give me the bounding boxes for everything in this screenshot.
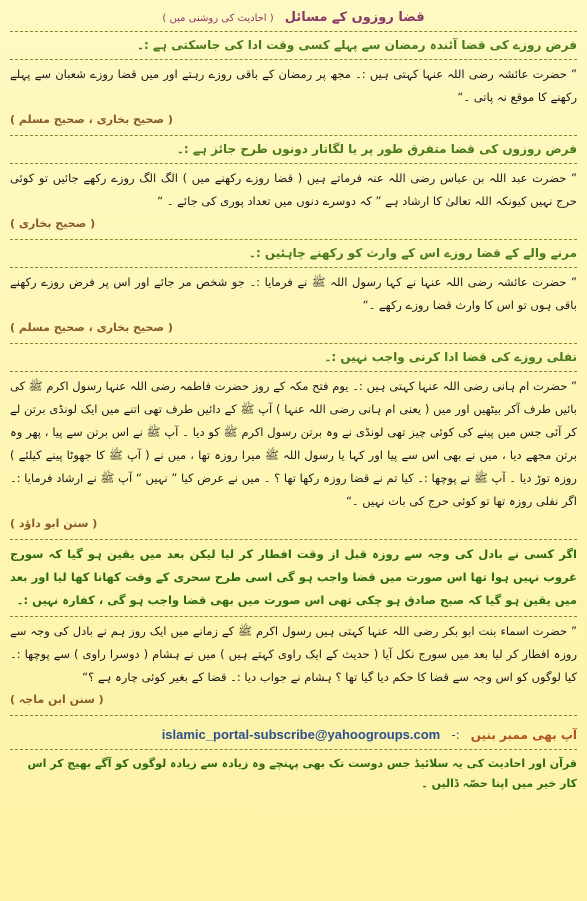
divider [10,163,577,164]
hadith-text: ” حضرت عائشہ رضی اللہ عنہا کہتی ہیں :۔ مجھ پر رمضان کے باقی روزے رہتے اور میں قضا روزے شعبان سے پہلے رکھنے کا موقع نہ پاتی ۔“ [10,67,577,104]
reference-row [10,687,577,711]
subscribe-row [10,724,577,745]
hadith-text: ” حضرت عبد اللہ بن عباس رضی اللہ عنہ فرماتے ہیں ( قضا روزے رکھنے میں ) الگ الگ روزے رکھے جائیں تو کوئی حرج نہیں کیونکہ اللہ تعالیٰ کا ارشاد ہے ” کہ دوسرے دنوں میں تعداد پوری کی جائے ۔ “ [10,171,577,208]
page-subtitle: ( احادیث کی روشنی میں ) [162,13,274,24]
divider [10,539,577,540]
title-row [10,6,577,25]
hadith-reference: ( صحیح بخاری ، صحیح مسلم ) [10,321,173,334]
subscribe-email-link[interactable]: islamic_portal-subscribe@yahoogroups.com [161,727,441,742]
hadith-text: ” حضرت اسماء بنت ابو بکر رضی اللہ عنہا کہتی ہیں رسول اکرم ﷺ کے زمانے میں ایک روز ہم نے بادل کی وجہ سے روزہ افطار کر لیا بعد میں سورج نکل آیا ( حدیث کے ایک راوی کہتے ہیں ) میں نے ہشام ( دوسرا راوی ) سے پوچھا :۔ کیا لوگوں کو اس وجہ سے قضا کا حکم دیا گیا تھا ؟ ہشام نے جواب دیا :۔ قضا کے بغیر کوئی چارہ ہے ؟“ [10,624,577,684]
reference-row [10,511,577,535]
hadith-reference: ( صحیح بخاری ، صحیح مسلم ) [10,113,173,126]
divider [10,267,577,268]
divider [10,135,577,136]
hadith-reference: ( سنن ابن ماجہ ) [10,693,104,706]
section-3 [10,239,577,339]
divider [10,59,577,60]
section-1 [10,31,577,131]
section-heading: فرض روزے کی قضا آئندہ رمضان سے پہلے کسی وقت ادا کی جاسکتی ہے :۔ [137,38,577,52]
reference-row [10,107,577,131]
divider [10,343,577,344]
divider [10,31,577,32]
section-heading: مرنے والے کے قضا روزے اس کے وارث کو رکھنے چاہئیں :۔ [248,246,577,260]
section-5 [10,539,577,711]
section-4 [10,343,577,535]
hadith-reference: ( صحیح بخاری ) [10,217,96,230]
divider [10,371,577,372]
divider [10,616,577,617]
section-2 [10,135,577,235]
section-heading: نفلی روزے کی قضا ادا کرنی واجب نہیں :۔ [324,350,577,364]
separator: -: [451,728,460,742]
hadith-reference: ( سنن ابو داؤد ) [10,517,98,530]
divider [10,239,577,240]
section-heading: فرض روزوں کی قضا متفرق طور پر یا لگاتار دونوں طرح جائز ہے :۔ [176,142,577,156]
reference-row [10,211,577,235]
ruling-text: اگر کسی نے بادل کی وجہ سے روزہ قبل از وقت افطار کر لیا لیکن بعد میں یقین ہو گیا کہ سورج غروب نہیں ہوا تھا اس صورت میں قضا واجب ہو گی اسی طرح سحری کے وقت کھانا کھا لیا اور بعد میں یقین ہو گیا کہ صبح صادق ہو چکی تھی اس صورت میں بھی قضا واجب ہو گی ، کفارہ نہیں :۔ [10,547,577,607]
divider [10,715,577,716]
page-title: قضا روزوں کے مسائل [284,10,425,25]
share-message: قرآن اور احادیث کی یہ سلائیڈ جس دوست تک بھی پہنچے وہ زیادہ سے زیادہ لوگوں کو آگے بھیج کر اس کار خیر میں اپنا حصّہ ڈالیں ۔ [27,757,577,790]
hadith-text: ” حضرت ام ہانی رضی اللہ عنہا کہتی ہیں :۔ یوم فتح مکہ کے روز حضرت فاطمہ رضی اللہ عنہا رسول اکرم ﷺ کی بائیں طرف آکر بیٹھیں اور میں ( یعنی ام ہانی رضی اللہ عنہا ) آپ ﷺ کے دائیں طرف تھی اتنے میں ایک لونڈی برتن لے کر آئی جس میں پینے کی کوئی چیز تھی لونڈی نے وہ برتن رسول اکرم ﷺ کو دیا ۔ آپ ﷺ نے اس برتن سے پیا ، پھر وہ برتن مجھے دیا ، میں نے بھی اس سے پیا اور کہا یا رسول اللہ ﷺ میرا روزہ تھا ، میں نے ( آپ ﷺ کا جھوٹا پینے کیلئے ) روزہ توڑ دیا ۔ آپ ﷺ نے پوچھا :۔ کیا تم نے قضا روزہ رکھا تھا ؟ ۔ میں نے عرض کیا ” نہیں “ آپ ﷺ نے ارشاد فرمایا :۔ اگر نفلی روزہ تھا تو کوئی حرج کی بات نہیں ۔“ [10,379,577,508]
reference-row [10,315,577,339]
hadith-text: ” حضرت عائشہ رضی اللہ عنہا نے کہا رسول اللہ ﷺ نے فرمایا :۔ جو شخص مر جائے اور اس پر فرض روزے رکھنے باقی ہوں تو اس کا وارث قضا روزے رکھے ۔“ [10,275,577,312]
divider [10,749,577,750]
become-member-label: آپ بھی ممبر بنیں [470,728,577,742]
